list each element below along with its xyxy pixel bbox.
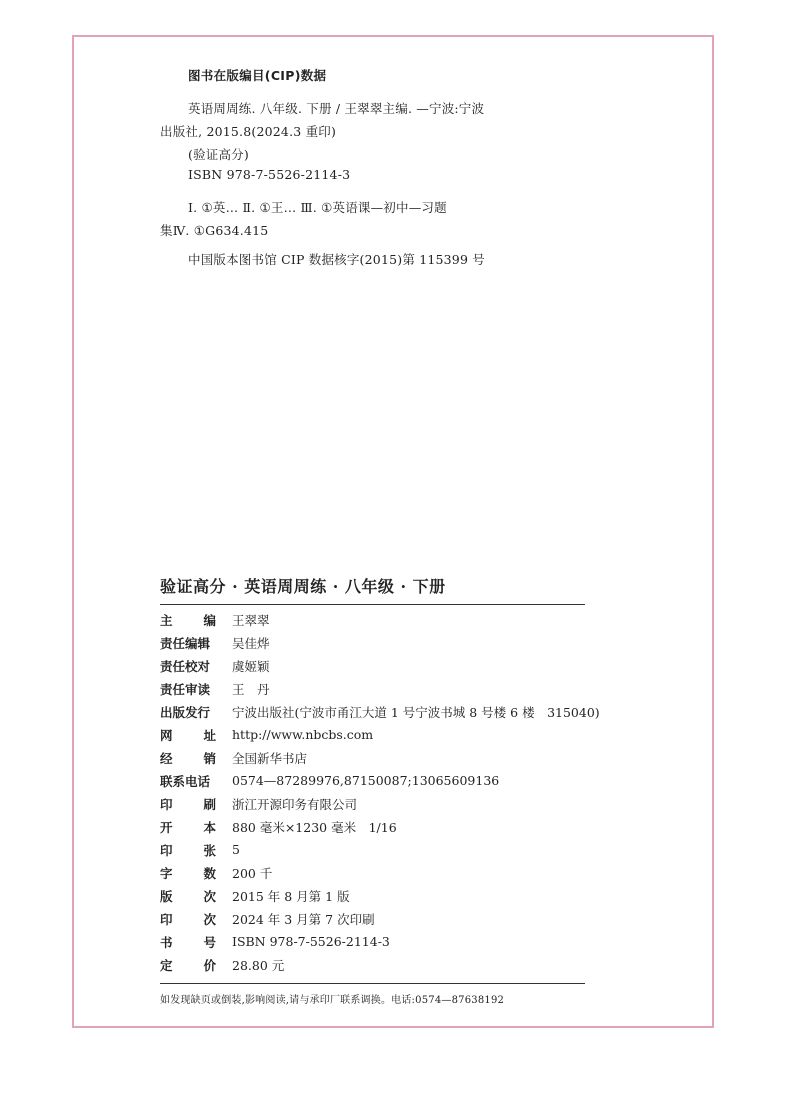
detail-value: ISBN 978-7-5526-2114-3 — [232, 934, 390, 949]
detail-value: 宁波出版社(宁波市甬江大道 1 号宁波书城 8 号楼 6 楼 315040) — [232, 704, 600, 720]
detail-row-word-count — [160, 861, 600, 884]
detail-label: 定 价 — [160, 957, 216, 973]
detail-row-proofreader — [160, 654, 600, 677]
cip-line-5: Ⅰ. ①英… Ⅱ. ①王… Ⅲ. ①英语课—初中—习题 — [188, 200, 447, 215]
detail-label: 主 编 — [160, 612, 216, 628]
detail-value: 全国新华书店 — [232, 750, 308, 766]
detail-value: 浙江开源印务有限公司 — [232, 796, 358, 812]
detail-value: 虞姬颖 — [232, 658, 270, 674]
detail-value: 王 丹 — [232, 681, 270, 697]
bottom-rule — [160, 983, 585, 984]
detail-row-printing — [160, 907, 600, 930]
detail-label: 印 刷 — [160, 796, 216, 812]
cip-line-1: 英语周周练. 八年级. 下册 / 王翠翠主编. —宁波:宁波 — [188, 101, 485, 116]
publication-details — [160, 608, 600, 976]
detail-value: 0574—87289976,87150087;13065609136 — [232, 773, 500, 788]
detail-row-isbn — [160, 930, 600, 953]
detail-row-editor — [160, 608, 600, 631]
detail-row-phone — [160, 769, 600, 792]
detail-row-responsible-editor — [160, 631, 600, 654]
detail-label: 字 数 — [160, 865, 216, 881]
detail-row-edition — [160, 884, 600, 907]
detail-label: 开 本 — [160, 819, 216, 835]
detail-label: 联系电话 — [160, 773, 211, 789]
detail-label: 经 销 — [160, 750, 216, 766]
detail-value: 200 千 — [232, 865, 273, 881]
cip-line-6: 集Ⅳ. ①G634.415 — [160, 223, 269, 238]
detail-label: 网 址 — [160, 727, 216, 743]
cip-line-4: ISBN 978-7-5526-2114-3 — [188, 167, 351, 182]
detail-row-sheets — [160, 838, 600, 861]
cip-line-2: 出版社, 2015.8(2024.3 重印) — [160, 124, 337, 139]
detail-label: 责任审读 — [160, 681, 211, 697]
cip-line-7: 中国版本图书馆 CIP 数据核字(2015)第 115399 号 — [188, 252, 485, 267]
detail-label: 出版发行 — [160, 704, 211, 720]
detail-row-price — [160, 953, 600, 976]
detail-value: 5 — [232, 842, 240, 857]
detail-row-distributor — [160, 746, 600, 769]
detail-row-publisher — [160, 700, 600, 723]
detail-value: 880 毫米×1230 毫米 1/16 — [232, 819, 397, 835]
detail-label: 印 次 — [160, 911, 216, 927]
detail-row-website — [160, 723, 600, 746]
detail-value: http://www.nbcbs.com — [232, 727, 374, 742]
detail-label: 版 次 — [160, 888, 216, 904]
detail-label: 责任校对 — [160, 658, 211, 674]
book-title: 验证高分 · 英语周周练 · 八年级 · 下册 — [160, 577, 446, 596]
detail-row-format — [160, 815, 600, 838]
detail-value: 吴佳烨 — [232, 635, 270, 651]
detail-value: 28.80 元 — [232, 957, 285, 973]
cip-title: 图书在版编目(CIP)数据 — [188, 68, 327, 83]
top-rule — [160, 604, 585, 605]
detail-label: 责任编辑 — [160, 635, 211, 651]
detail-value: 2015 年 8 月第 1 版 — [232, 888, 350, 904]
detail-row-printer — [160, 792, 600, 815]
footnote: 如发现缺页或倒装,影响阅读,请与承印厂联系调换。电话:0574—87638192 — [160, 995, 505, 1006]
cip-line-3: (验证高分) — [188, 147, 249, 162]
detail-value: 王翠翠 — [232, 612, 270, 628]
detail-row-reviewer — [160, 677, 600, 700]
detail-value: 2024 年 3 月第 7 次印刷 — [232, 911, 375, 927]
detail-label: 印 张 — [160, 842, 216, 858]
detail-label: 书 号 — [160, 934, 216, 950]
